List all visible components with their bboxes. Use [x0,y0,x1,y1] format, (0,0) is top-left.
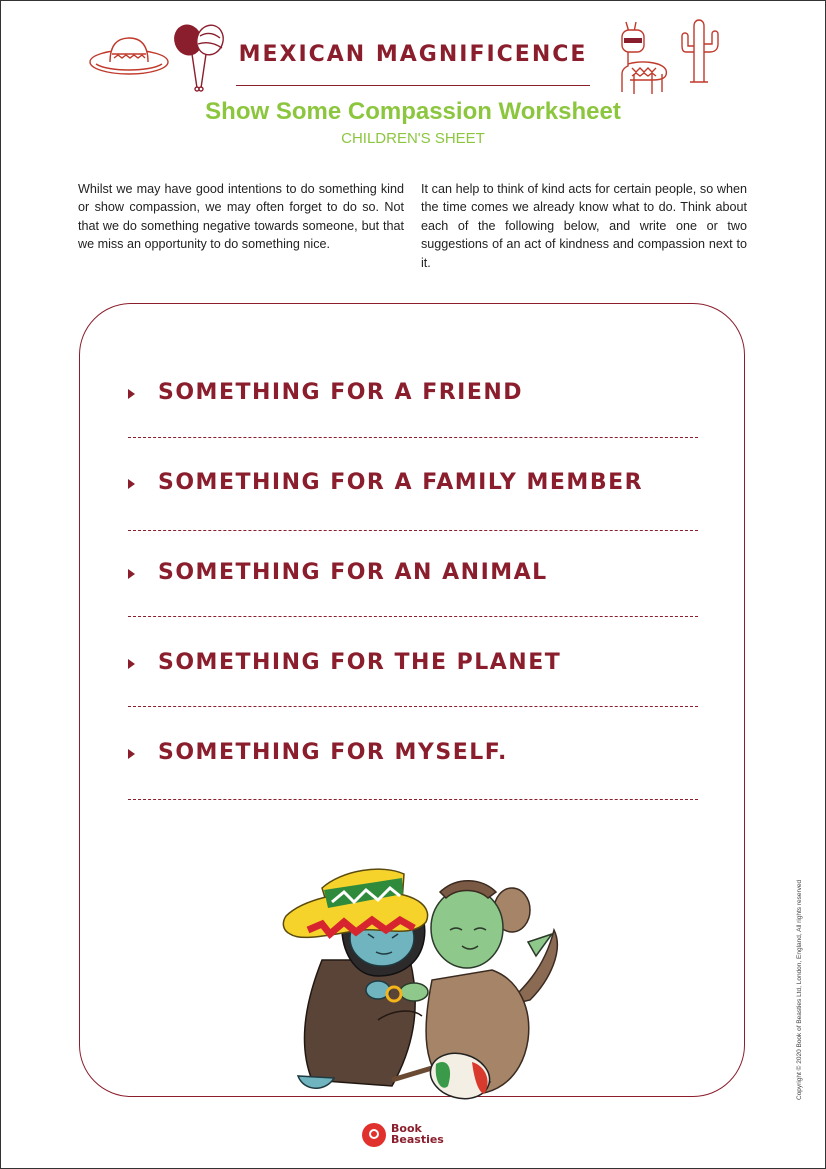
prompt-friend [128,380,728,410]
prompt-label: SOMETHING FOR AN ANIMAL [158,560,548,585]
worksheet-subtitle: Show Some Compassion Worksheet [205,98,621,125]
sheet-label: CHILDREN'S SHEET [341,130,485,147]
header-divider [236,85,590,86]
book-of-beasties-logo[interactable] [362,1121,472,1151]
logo-line-1: Book [391,1122,422,1135]
page-title: MEXICAN MAGNIFICENCE [238,42,588,67]
bullet-icon [128,749,135,759]
prompt-label: SOMETHING FOR MYSELF. [158,740,508,765]
answer-line-animal[interactable] [128,616,698,617]
maracas-icon [170,22,228,92]
logo-text [391,1123,471,1145]
bullet-icon [128,569,135,579]
copyright-notice: Copyright © 2020 Book of Beasties Ltd, London, England, All rights reserved [796,879,803,1100]
intro-paragraph-right: It can help to think of kind acts for certain people, so when the time comes we already know what to do. Think about each of the following below, and write one or two suggestions of an act of kindness and compassion next to it. [421,182,747,270]
prompt-planet [128,650,728,680]
answer-line-friend[interactable] [128,437,698,438]
llama-pinata-icon [612,16,674,100]
sombrero-icon [88,34,170,78]
answer-line-planet[interactable] [128,706,698,707]
bullet-icon [128,389,135,399]
cactus-icon [678,14,720,84]
prompt-label: SOMETHING FOR THE PLANET [158,650,562,675]
answer-line-family-member[interactable] [128,530,698,531]
answer-line-myself[interactable] [128,799,698,800]
beastie-badge-icon [362,1123,386,1147]
prompt-label: SOMETHING FOR A FAMILY MEMBER [158,470,644,495]
bullet-icon [128,479,135,489]
prompt-label: SOMETHING FOR A FRIEND [158,380,524,405]
beasties-illustration [282,830,582,1120]
prompt-myself [128,740,728,770]
intro-paragraph-left: Whilst we may have good intentions to do something kind or show compassion, we may often forget to do so. Not that we do something negative towards someone, but that we miss an opportunity to do something nice. [78,182,404,252]
logo-line-2: Beasties [391,1133,444,1146]
bullet-icon [128,659,135,669]
prompt-animal [128,560,728,590]
prompt-family-member [128,470,728,500]
